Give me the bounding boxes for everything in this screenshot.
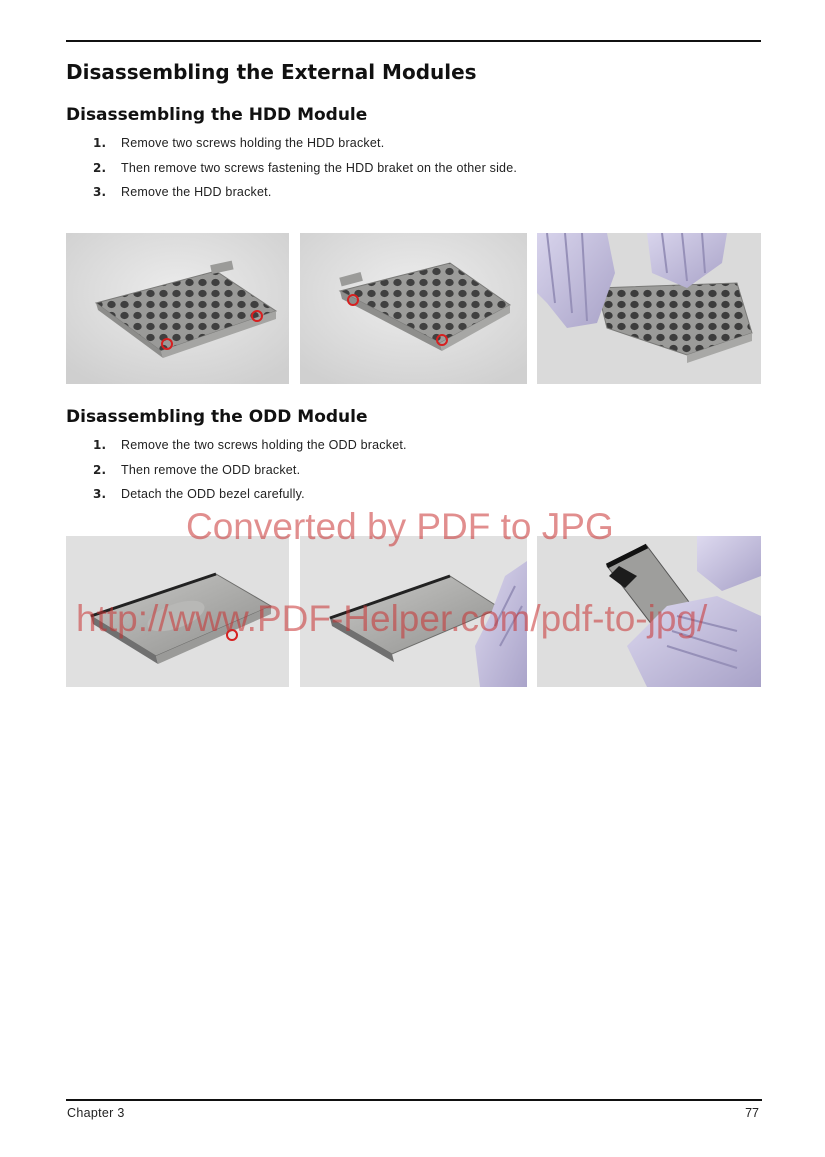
step-text: Detach the ODD bezel carefully.: [121, 487, 305, 502]
odd-section-title: Disassembling the ODD Module: [66, 407, 368, 427]
odd-bracket-screws-photo: [66, 536, 289, 687]
list-item: [66, 433, 756, 458]
list-item: [66, 482, 756, 507]
odd-steps-list: [66, 433, 756, 507]
step-number: 3.: [93, 185, 107, 200]
step-text: Then remove the ODD bracket.: [121, 462, 301, 477]
hdd-bracket-removal-photo: [537, 233, 761, 384]
step-number: 1.: [93, 136, 107, 151]
watermark-line-1: Converted by PDF to JPG: [186, 506, 614, 547]
step-text: Remove two screws holding the HDD bracket.: [121, 136, 385, 151]
step-number: 2.: [93, 462, 107, 477]
list-item: [66, 458, 756, 483]
step-number: 1.: [93, 438, 107, 453]
step-text: Remove the two screws holding the ODD bracket.: [121, 438, 407, 453]
hdd-photo-row: [66, 233, 761, 384]
list-item: [66, 156, 756, 181]
step-text: Remove the HDD bracket.: [121, 185, 272, 200]
step-number: 3.: [93, 487, 107, 502]
header-rule: [66, 40, 761, 42]
watermark-line-2: http://www.PDF-Helper.com/pdf-to-jpg/: [76, 598, 708, 639]
odd-bezel-detach-photo: [537, 536, 761, 687]
footer-chapter: Chapter 3: [67, 1106, 125, 1120]
odd-bracket-removal-photo: [300, 536, 527, 687]
footer-page-number: 77: [745, 1106, 759, 1120]
list-item: [66, 180, 756, 205]
hdd-bracket-screws-front-photo: [66, 233, 289, 384]
hdd-bracket-screws-side-photo: [300, 233, 527, 384]
page-title: Disassembling the External Modules: [66, 60, 477, 84]
list-item: [66, 131, 756, 156]
hdd-section-title: Disassembling the HDD Module: [66, 105, 368, 125]
step-text: Then remove two screws fastening the HDD braket on the other side.: [121, 160, 518, 175]
footer-rule: [66, 1099, 762, 1101]
odd-photo-row: [66, 536, 761, 687]
step-number: 2.: [93, 160, 107, 175]
hdd-steps-list: [66, 131, 756, 205]
